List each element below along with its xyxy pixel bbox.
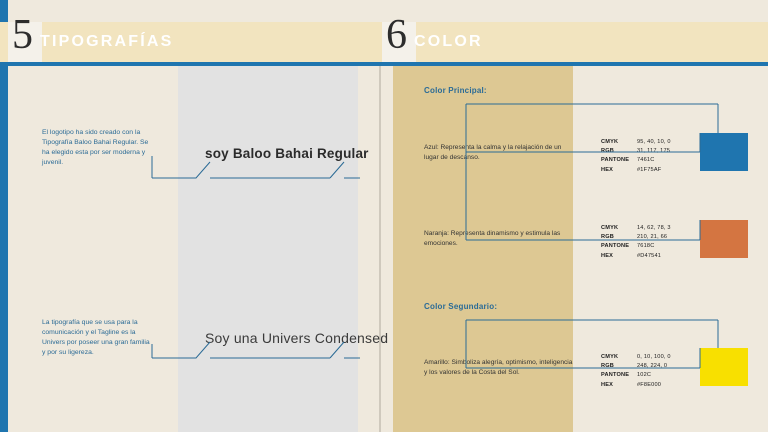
cmyk-value: 0, 10, 100, 0: [637, 354, 671, 360]
section-title-right: COLOR: [414, 33, 483, 50]
header-rule: [0, 62, 768, 66]
rgb-value: 31, 117, 175: [637, 148, 671, 155]
hex-label: HEX: [601, 166, 614, 173]
typography-note-1: El logotipo ha sido creado con la Tipografía Baloo Bahai Regular. Se ha elegido esta por ser moderna y juvenil.: [42, 129, 149, 166]
type-sample-baloo: soy Baloo Bahai Regular: [205, 146, 369, 161]
color-description-naranja: Naranja: Representa dinamismo y estimula las emociones.: [424, 230, 561, 247]
hex-value: #F8E000: [637, 381, 662, 388]
color-description-amarillo: Amarillo: Simboliza alegría, optimismo, inteligencia y los valores de la Costa del Sol.: [424, 359, 573, 376]
rgb-label: RGB: [601, 363, 615, 370]
rgb-value: 248, 224, 0: [637, 363, 668, 370]
rgb-value: 210, 21, 66: [637, 234, 668, 241]
pantone-label: PANTONE: [601, 157, 630, 164]
pantone-value: 7618C: [637, 243, 655, 250]
pantone-label: PANTONE: [601, 372, 630, 379]
color-spec-amarillo: [601, 353, 671, 390]
column-divider: [379, 66, 381, 432]
cmyk-value: 14, 62, 78, 3: [637, 225, 671, 231]
color-spec-naranja: [601, 224, 671, 261]
hex-value: #1F75AF: [637, 166, 662, 173]
color-swatch-naranja: [700, 220, 748, 258]
rgb-label: RGB: [601, 234, 615, 241]
section-title-left: TIPOGRAFÍAS: [40, 33, 174, 50]
color-spec-azul: [601, 138, 671, 175]
hex-label: HEX: [601, 252, 614, 259]
hex-label: HEX: [601, 381, 614, 388]
cmyk-value: 95, 40, 10, 0: [637, 139, 671, 145]
typography-note-2: La tipografía que se usa para la comunicación y el Tagline es la Univers por poseer una gran familia y por su ligereza.: [42, 319, 150, 356]
cmyk-label: CMYK: [601, 225, 619, 231]
pantone-value: 102C: [637, 372, 652, 379]
rgb-label: RGB: [601, 148, 615, 155]
section-number-right: 6: [386, 12, 407, 58]
typography-panel: [178, 66, 358, 432]
color-swatch-amarillo: [700, 348, 748, 386]
cmyk-label: CMYK: [601, 354, 619, 360]
cmyk-label: CMYK: [601, 139, 619, 145]
color-group-heading-secondary: Color Segundario:: [424, 302, 498, 311]
hex-value: #D47541: [637, 252, 662, 259]
color-description-azul: Azul: Representa la calma y la relajación de un lugar de descanso.: [424, 144, 562, 161]
type-sample-univers: Soy una Univers Condensed: [205, 330, 389, 346]
pantone-value: 7461C: [637, 157, 655, 164]
color-group-heading-primary: Color Principal:: [424, 86, 487, 95]
color-swatch-azul: [700, 133, 748, 171]
section-number-left: 5: [12, 12, 33, 58]
pantone-label: PANTONE: [601, 243, 630, 250]
